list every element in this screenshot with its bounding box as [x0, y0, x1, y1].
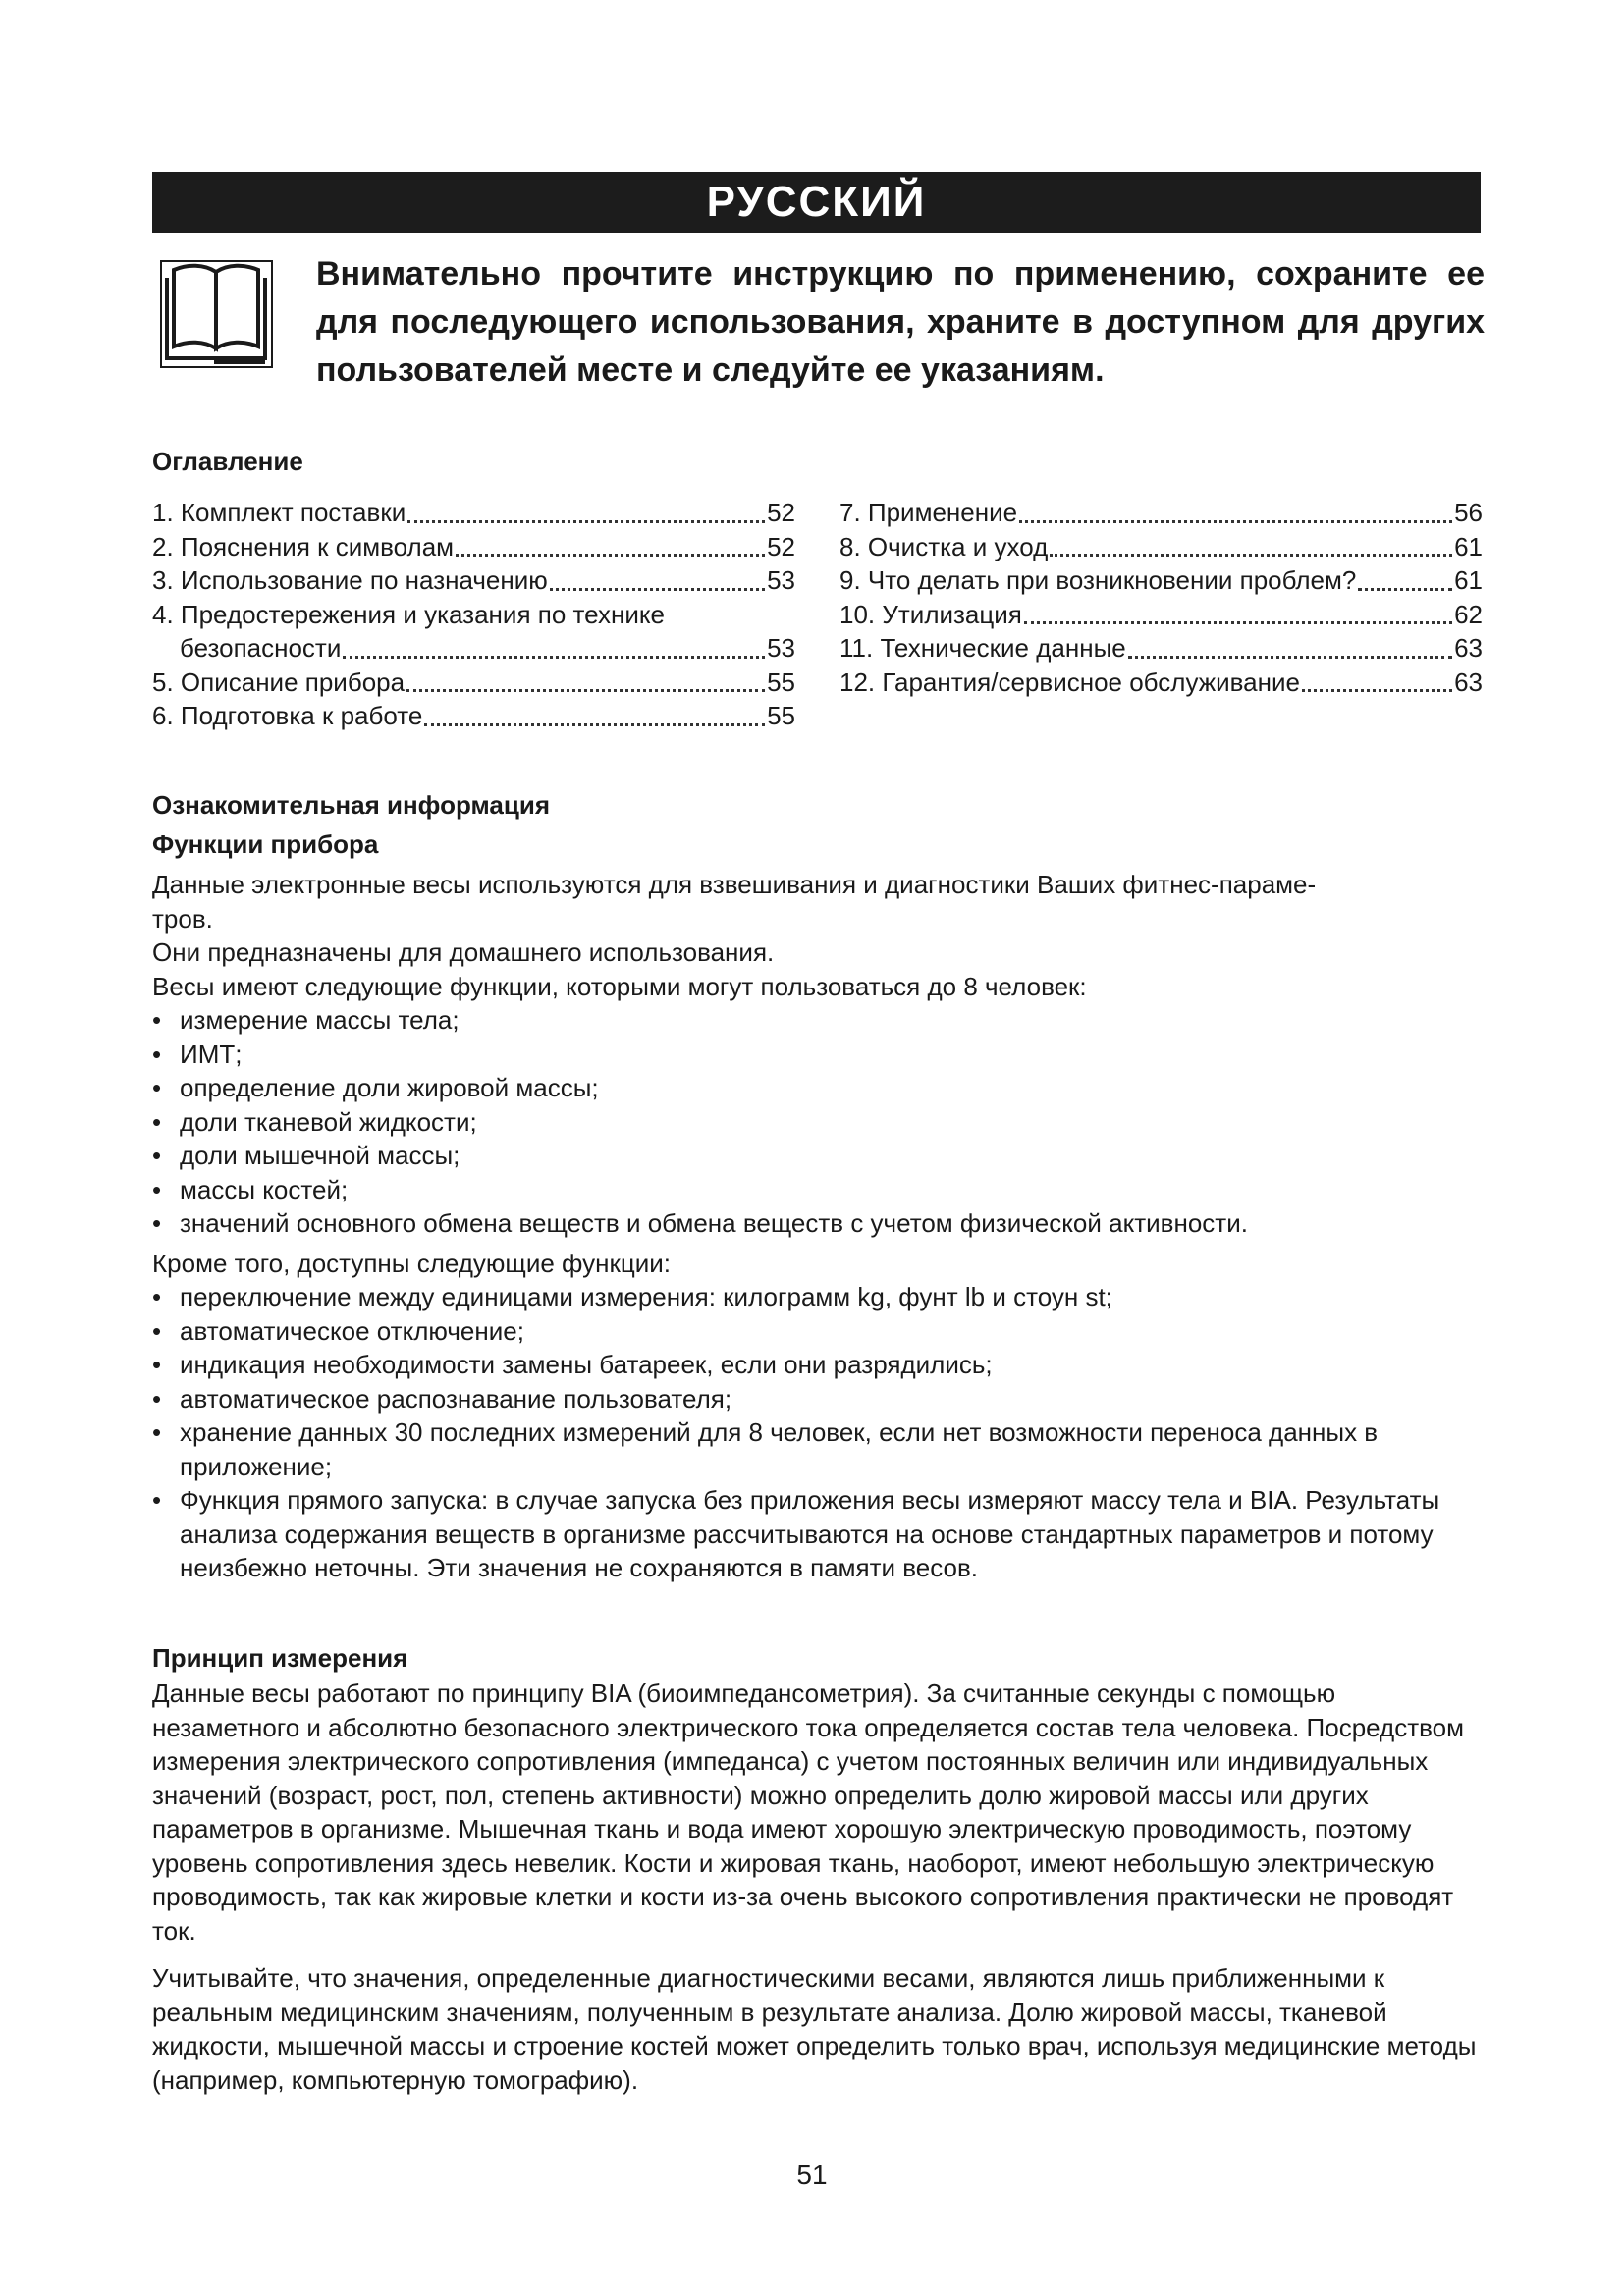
- toc-entry[interactable]: 12. Гарантия/сервисное обслуживание 63: [839, 667, 1483, 697]
- list-item: • массы костей;: [152, 1174, 349, 1204]
- list-item: • измерение массы тела;: [152, 1005, 460, 1035]
- list-item: • ИМТ;: [152, 1039, 243, 1069]
- list-item: • индикация необходимости замены батареек, если они разрядились;: [152, 1350, 993, 1379]
- section-heading: Ознакомительная информация: [152, 790, 550, 820]
- toc-entry[interactable]: 1. Комплект поставки 52: [152, 498, 795, 527]
- principle-section: [152, 1639, 1483, 2097]
- intro-info-section: [152, 785, 1483, 1585]
- toc-entry[interactable]: 11. Технические данные 63: [839, 633, 1483, 663]
- toc-entry[interactable]: 3. Использование по назначению 53: [152, 565, 795, 595]
- section-heading: Принцип измерения: [152, 1643, 408, 1673]
- page-number: 51: [796, 2160, 828, 2190]
- paragraph: Кроме того, доступны следующие функции:: [152, 1248, 672, 1278]
- intro-text: Внимательно прочтите инструкцию по применению, сохраните ее для последующего использования, храните в доступном для других пользователей месте и следуйте ее указаниям.: [316, 255, 1485, 389]
- toc-entry[interactable]: 6. Подготовка к работе 55: [152, 701, 795, 730]
- toc-title: Оглавление: [152, 447, 303, 476]
- paragraph: Данные весы работают по принципу BIA (биоимпедансометрия). За считанные секунды с помощью незаметного и абсолютно безопасного электрического тока определяется состав тела человека. Посредством измерения электрического сопротивления (импеданса) с учетом постоянных величин или индивидуальных значений (возраст, рост, пол, степень активности) можно определить долю жировой массы или других параметров в организме. Мышечная ткань и вода имеют хорошую электрическую проводимость, поэтому уровень сопротивления здесь невелик. Кости и жировая ткань, наоборот, имеют небольшую электрическую проводимость, так как жировые клетки и кости из-за очень высокого сопротивления практически не проводят ток.: [152, 1679, 1464, 1946]
- paragraph: тров.: [152, 903, 213, 934]
- list-item: • доли мышечной массы;: [152, 1141, 460, 1170]
- list-item: • автоматическое отключение;: [152, 1315, 524, 1346]
- list-item: • хранение данных 30 последних измерений для 8 человек, если нет возможности переноса данных в приложение;: [152, 1417, 1379, 1481]
- table-of-contents: [152, 496, 1483, 751]
- book-icon: [160, 260, 273, 368]
- list-item: • значений основного обмена веществ и обмена веществ с учетом физической активности.: [152, 1208, 1248, 1238]
- toc-entry[interactable]: 7. Применение 56: [839, 498, 1483, 527]
- functions-list: [152, 1003, 1483, 1241]
- section-subheading: Функции прибора: [152, 829, 379, 859]
- list-item: • доли тканевой жидкости;: [152, 1106, 477, 1137]
- list-item: • определение доли жировой массы;: [152, 1073, 599, 1102]
- toc-column-right: [839, 496, 1483, 699]
- list-item: • Функция прямого запуска: в случае запуска без приложения весы измеряют массу тела и BIA. Результаты анализа содержания веществ в организме рассчитываются на основе стандартных параметров и потому неизбежно неточны. Эти значения не сохраняются в памяти весов.: [152, 1485, 1440, 1582]
- toc-entry[interactable]: 5. Описание прибора 55: [152, 667, 795, 697]
- paragraph: Данные электронные весы используются для взвешивания и диагностики Ваших фитнес-параме-: [152, 870, 1317, 899]
- paragraph: Учитывайте, что значения, определенные диагностическими весами, являются лишь приближенными к реальным медицинским значениям, полученным в результате анализа. Долю жировой массы, тканевой жидкости, мышечной массы и строение костей может определить только врач, используя медицинские методы (например, компьютерную томографию).: [152, 1963, 1477, 2095]
- toc-entry[interactable]: безопасности 53: [180, 633, 795, 663]
- language-banner: РУССКИЙ: [152, 172, 1481, 233]
- list-item: • переключение между единицами измерения: килограмм kg, фунт lb и стоун st;: [152, 1282, 1112, 1311]
- list-item: • автоматическое распознавание пользователя;: [152, 1383, 732, 1414]
- paragraph: Они предназначены для домашнего использования.: [152, 937, 775, 967]
- extra-functions-list: [152, 1280, 1483, 1585]
- intro-notice: [152, 250, 1485, 398]
- toc-entry[interactable]: 2. Пояснения к символам 52: [152, 531, 795, 561]
- toc-column-left: [152, 496, 795, 733]
- toc-entry[interactable]: 4. Предостережения и указания по технике: [152, 599, 666, 629]
- toc-entry[interactable]: 8. Очистка и уход 61: [839, 531, 1483, 561]
- toc-entry[interactable]: 10. Утилизация 62: [839, 599, 1483, 629]
- paragraph: Весы имеют следующие функции, которыми могут пользоваться до 8 человек:: [152, 971, 1087, 1001]
- toc-entry[interactable]: 9. Что делать при возникновении проблем? 61: [839, 565, 1483, 595]
